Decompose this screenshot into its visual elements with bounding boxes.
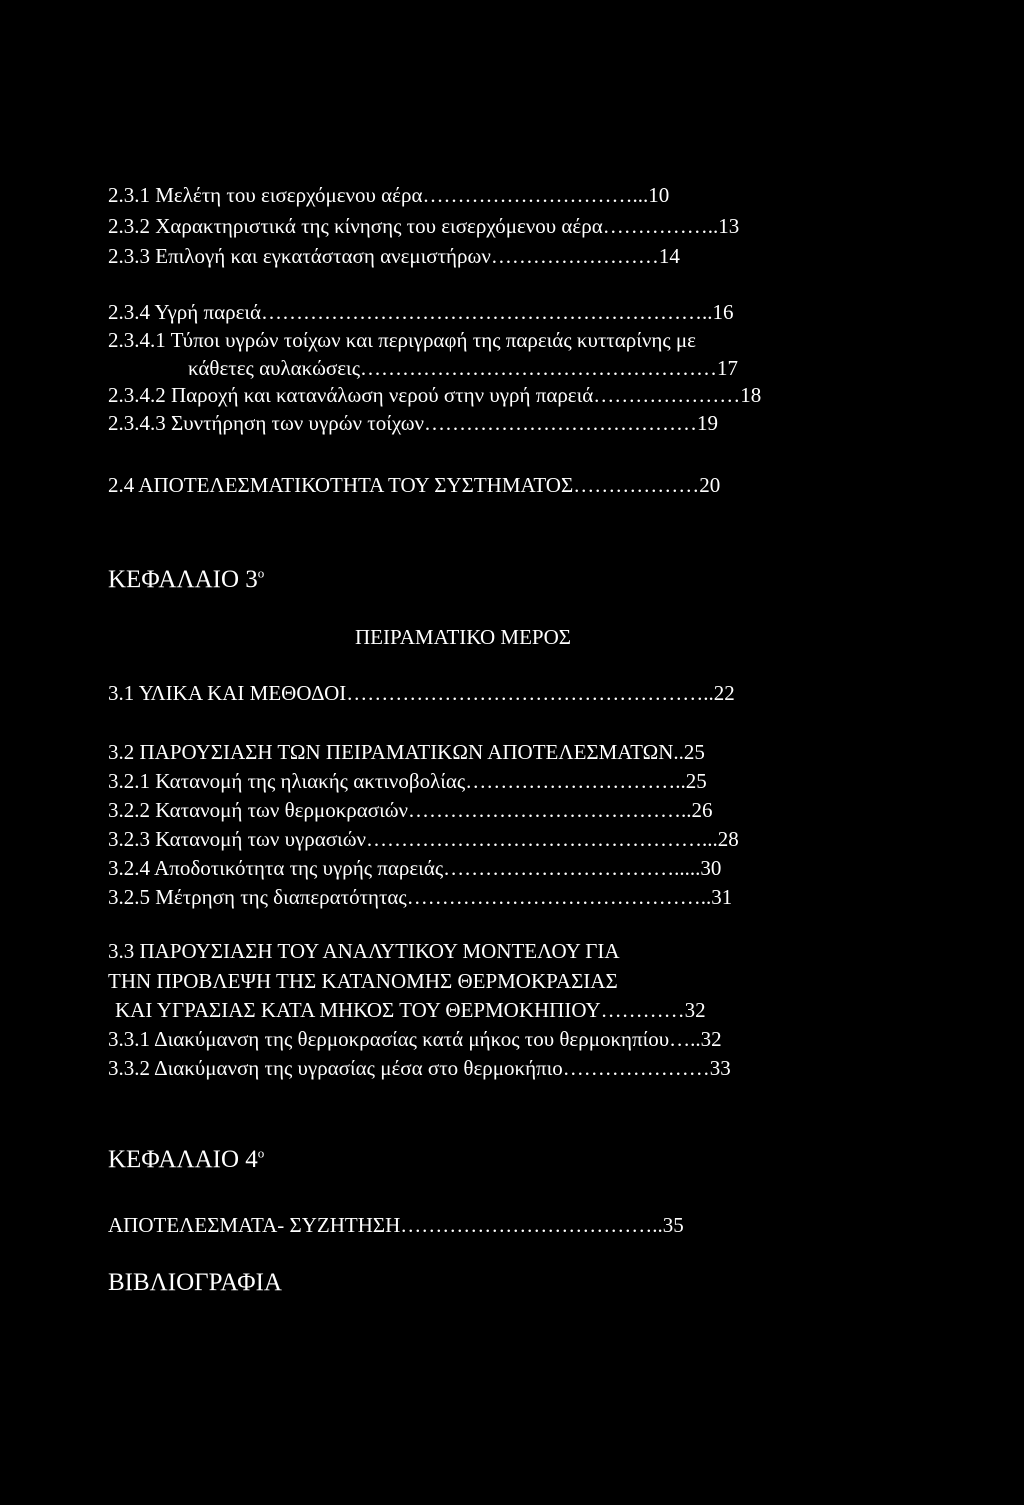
- toc-entry: 2.3.3 Επιλογή και εγκατάσταση ανεμιστήρων……………………14: [108, 244, 680, 268]
- toc-entry: 3.2.2 Κατανομή των θερμοκρασιών…………………………………..26: [108, 798, 713, 822]
- toc-entry: 3.1 ΥΛΙΚΑ ΚΑΙ ΜΕΘΟΔΟΙ……………………………………………..22: [108, 681, 735, 705]
- toc-entry: 2.3.4.1 Τύποι υγρών τοίχων και περιγραφή της παρειάς κυτταρίνης με: [108, 328, 696, 352]
- toc-entry: 2.3.4.3 Συντήρηση των υγρών τοίχων…………………………………19: [108, 411, 719, 435]
- toc-entry: 2.3.2 Χαρακτηριστικά της κίνησης του εισερχόμενου αέρα……………..13: [108, 214, 740, 238]
- toc-entry: 3.2.5 Μέτρηση της διαπερατότητας……………………………………..31: [108, 885, 733, 909]
- chapter-3-title: ΠΕΙΡΑΜΑΤΙΚΟ ΜΕΡΟΣ: [355, 625, 571, 649]
- chapter-3-heading: ΚΕΦΑΛΑΙΟ $3^o$: [108, 565, 265, 593]
- toc-entry: 2.3.4.2 Παροχή και κατανάλωση νερού στην υγρή παρειά…………………18: [108, 383, 762, 407]
- toc-entry-continuation: ΚΑΙ ΥΓΡΑΣΙΑΣ ΚΑΤΑ ΜΗΚΟΣ ΤΟΥ ΘΕΡΜΟΚΗΠΙΟΥ…………32: [115, 998, 706, 1022]
- chapter-4-heading: ΚΕΦΑΛΑΙΟ $4^o$: [108, 1145, 265, 1173]
- toc-entry: 2.3.4 Υγρή παρειά………………………………………………………..16: [108, 300, 734, 324]
- toc-entry: 3.2.4 Αποδοτικότητα της υγρής παρειάς…………………………….....30: [108, 856, 722, 880]
- toc-entry: 3.3.1 Διακύμανση της θερμοκρασίας κατά μήκος του θερμοκηπίου…..32: [108, 1027, 722, 1051]
- toc-entry: 2.4 ΑΠΟΤΕΛΕΣΜΑΤΙΚΟΤΗΤΑ ΤΟΥ ΣΥΣΤΗΜΑΤΟΣ………………20: [108, 473, 721, 497]
- toc-entry: 3.3.2 Διακύμανση της υγρασίας μέσα στο θερμοκήπιο…………………33: [108, 1056, 731, 1080]
- toc-entry-continuation: κάθετες αυλακώσεις……………………………………………17: [188, 356, 739, 380]
- bibliography-heading: ΒΙΒΛΙΟΓΡΑΦΙΑ: [108, 1269, 282, 1296]
- toc-entry: 2.3.1 Μελέτη του εισερχόμενου αέρα…………………………...10: [108, 183, 670, 207]
- toc-entry: 3.2.1 Κατανομή της ηλιακής ακτινοβολίας…………………………..25: [108, 769, 707, 793]
- toc-entry-continuation: ΤΗΝ ΠΡΟΒΛΕΨΗ ΤΗΣ ΚΑΤΑΝΟΜΗΣ ΘΕΡΜΟΚΡΑΣΙΑΣ: [108, 969, 618, 993]
- toc-entry: 3.2.3 Κατανομή των υγρασιών…………………………………………...28: [108, 827, 739, 851]
- toc-entry: ΑΠΟΤΕΛΕΣΜΑΤΑ- ΣΥΖΗΤΗΣΗ………………………………..35: [108, 1213, 684, 1237]
- toc-entry: 3.2 ΠΑΡΟΥΣΙΑΣΗ ΤΩΝ ΠΕΙΡΑΜΑΤΙΚΩΝ ΑΠΟΤΕΛΕΣΜΑΤΩΝ..25: [108, 740, 705, 764]
- toc-entry: 3.3 ΠΑΡΟΥΣΙΑΣΗ ΤΟΥ ΑΝΑΛΥΤΙΚΟΥ ΜΟΝΤΕΛΟΥ ΓΙΑ: [108, 939, 620, 963]
